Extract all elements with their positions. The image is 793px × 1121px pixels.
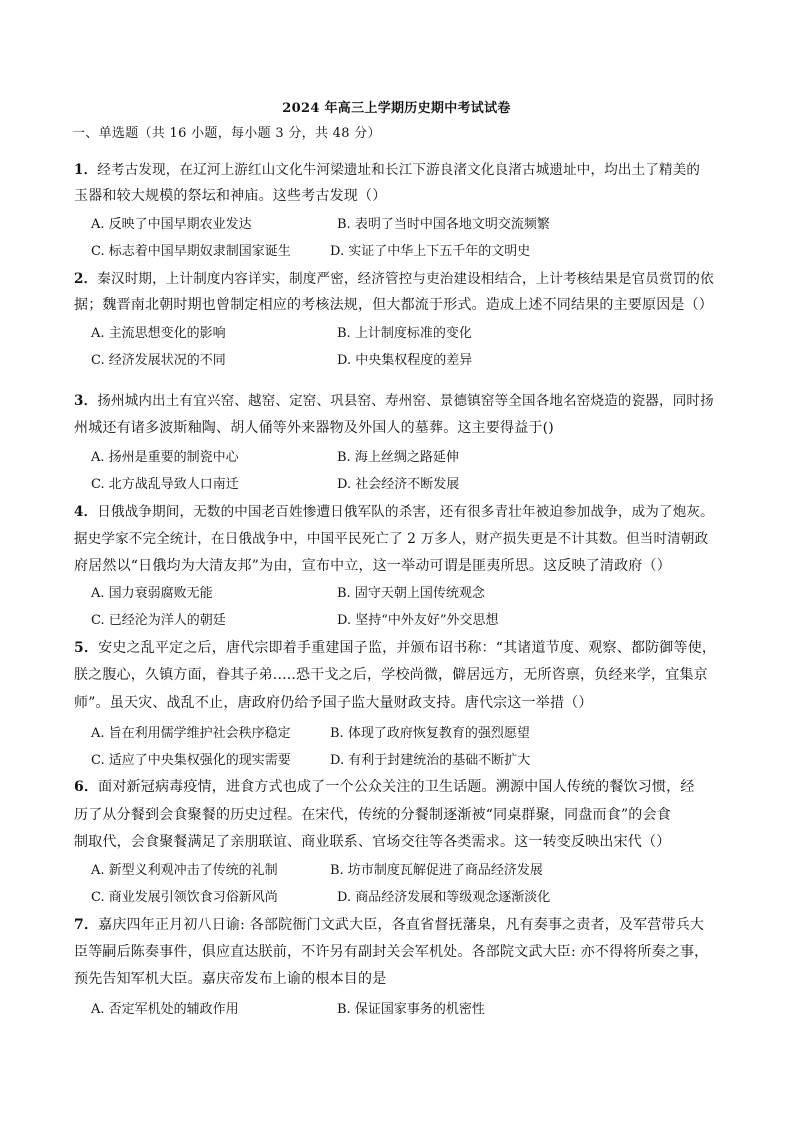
question-7-number: 7．	[74, 917, 99, 933]
question-6-option-c: C. 商业发展引领饮食习俗新风尚	[91, 890, 278, 905]
question-5-stem-1: 安史之乱平定之后，唐代宗即着手重建国子监，并颁布诏书称：“其诸道节度、观察、都防御等使，	[98, 640, 717, 656]
question-2-line-1	[74, 267, 722, 287]
question-6-line-2: 历了从分餐到会食聚餐的历史过程。在宋代，传统的分餐制逐渐被“同桌群聚，同盘而食”的会食	[74, 807, 671, 823]
question-4-line-2: 据史学家不完全统计，在日俄战争中，中国平民死亡了 2 万多人，财产损失更是不计其数。但当时清朝政	[74, 531, 709, 547]
question-4-option-b: B. 固守天朝上国传统观念	[337, 586, 485, 601]
question-4-stem-1: 日俄战争期间，无数的中国老百姓惨遭日俄军队的杀害，还有很多青壮年被迫参加战争，成为了炮灰。	[97, 504, 714, 520]
question-7-option-a: A. 否定军机处的辅政作用	[91, 1002, 239, 1017]
question-4-option-c: C. 已经沦为洋人的朝廷	[91, 613, 226, 628]
question-3-line-1	[74, 389, 722, 409]
question-2-option-c: C. 经济发展状况的不同	[91, 353, 226, 368]
question-6-option-a: A. 新型义利观冲击了传统的礼制	[91, 863, 278, 878]
question-5-option-d: D. 有利于封建统治的基础不断扩大	[330, 753, 531, 768]
question-1-line-1	[74, 158, 722, 178]
page-title: 2024 年高三上学期历史期中考试试卷	[282, 101, 511, 116]
question-2-option-b: B. 上计制度标准的变化	[337, 326, 472, 341]
question-5-line-2: 朕之腹心，久镇方面，眷其子弟.....恐干戈之后，学校尚微，僻居远方，无所咨禀，负经来学，宜集京	[74, 667, 708, 683]
question-2-option-d: D. 中央集权程度的差异	[337, 353, 473, 368]
question-6-option-d: D. 商品经济发展和等级观念逐渐淡化	[337, 890, 551, 905]
question-4-line-3: 府居然以“日俄均为大清友邦”为由，宣布中立，这一举动可谓是匪夷所思。这反映了清政府（）	[74, 558, 671, 574]
question-7-line-1	[74, 914, 722, 934]
question-1-option-d: D. 实证了中华上下五千年的文明史	[330, 244, 531, 259]
question-3-stem-1: 扬州城内出土有宜兴窑、越窑、定窑、巩县窑、寿州窑、景德镇窑等全国各地名窑烧造的瓷器，同时扬	[97, 393, 714, 409]
question-2-number: 2．	[74, 271, 98, 287]
question-3-option-c: C. 北方战乱导致人口南迁	[91, 477, 239, 492]
question-5-option-c: C. 适应了中央集权强化的现实需要	[91, 753, 291, 768]
question-5-option-b: B. 体现了政府恢复教育的强烈愿望	[330, 726, 530, 741]
question-5-line-1	[74, 637, 722, 657]
question-3-option-d: D. 社会经济不断发展	[337, 477, 460, 492]
question-2-stem-1: 秦汉时期，上计制度内容详实，制度严密，经济管控与吏治建设相结合，上计考核结果是官员赏罚的依	[97, 271, 714, 287]
section-heading: 一、单选题（共 16 小题，每小题 3 分，共 48 分）	[72, 126, 381, 141]
question-6-stem-1: 面对新冠病毒疫情，进食方式也成了一个公众关注的卫生话题。溯源中国人传统的餐饮习惯，经	[98, 779, 695, 795]
question-6-line-1	[74, 776, 722, 796]
question-2-line-2: 据；魏晋南北朝时期也曾制定相应的考核法规，但大都流于形式。造成上述不同结果的主要原因是（）	[74, 297, 713, 313]
question-1-option-c: C. 标志着中国早期奴隶制国家诞生	[91, 244, 291, 259]
question-1-line-2: 玉器和较大规模的祭坛和神庙。这些考古发现（）	[74, 188, 387, 204]
question-7-stem-1: 嘉庆四年正月初八日谕: 各部院衙门文武大臣，各直省督抚藩臬，凡有奏事之责者，及军营带兵大	[98, 917, 705, 933]
question-6-option-b: B. 坊市制度瓦解促进了商品经济发展	[330, 863, 543, 878]
question-7-line-3: 预先告知军机大臣。嘉庆帝发布上谕的根本目的是	[74, 971, 387, 987]
question-2-option-a: A. 主流思想变化的影响	[91, 326, 226, 341]
question-3-option-b: B. 海上丝绸之路延伸	[337, 450, 459, 465]
question-6-line-3: 制取代，会食聚餐满足了亲朋联谊、商业联系、官场交往等各类需求。这一转变反映出宋代（）	[74, 834, 671, 850]
question-4-option-d: D. 坚持“中外友好”外交思想	[337, 613, 499, 628]
question-7-line-2: 臣等嗣后陈奏事件，俱应直达朕前，不许另有副封关会军机处。各部院文武大臣: 亦不得将所奏之事，	[74, 944, 709, 960]
question-4-number: 4．	[74, 504, 98, 520]
question-1-stem-1: 经考古发现，在辽河上游红山文化牛河梁遗址和长江下游良渚文化良渚古城遗址中，均出土了精美的	[97, 162, 701, 178]
question-4-option-a: A. 国力衰弱腐败无能	[91, 586, 213, 601]
question-3-line-2: 州城还有诸多波斯釉陶、胡人俑等外来器物及外国人的墓葬。这主要得益于()	[74, 420, 554, 436]
question-1-option-a: A. 反映了中国早期农业发达	[91, 217, 252, 232]
question-7-option-b: B. 保证国家事务的机密性	[337, 1002, 485, 1017]
question-1-option-b: B. 表明了当时中国各地文明交流频繁	[337, 217, 550, 232]
question-3-number: 3．	[74, 393, 98, 409]
question-5-line-3: 师”。虽天灾、战乱不止，唐政府仍给予国子监大量财政支持。唐代宗这一举措（）	[74, 695, 593, 711]
question-5-number: 5．	[74, 640, 99, 656]
question-4-line-1	[74, 500, 722, 520]
question-5-option-a: A. 旨在利用儒学维护社会秩序稳定	[91, 726, 291, 741]
question-1-number: 1．	[74, 162, 98, 178]
question-6-number: 6．	[74, 779, 99, 795]
question-3-option-a: A. 扬州是重要的制瓷中心	[91, 450, 239, 465]
